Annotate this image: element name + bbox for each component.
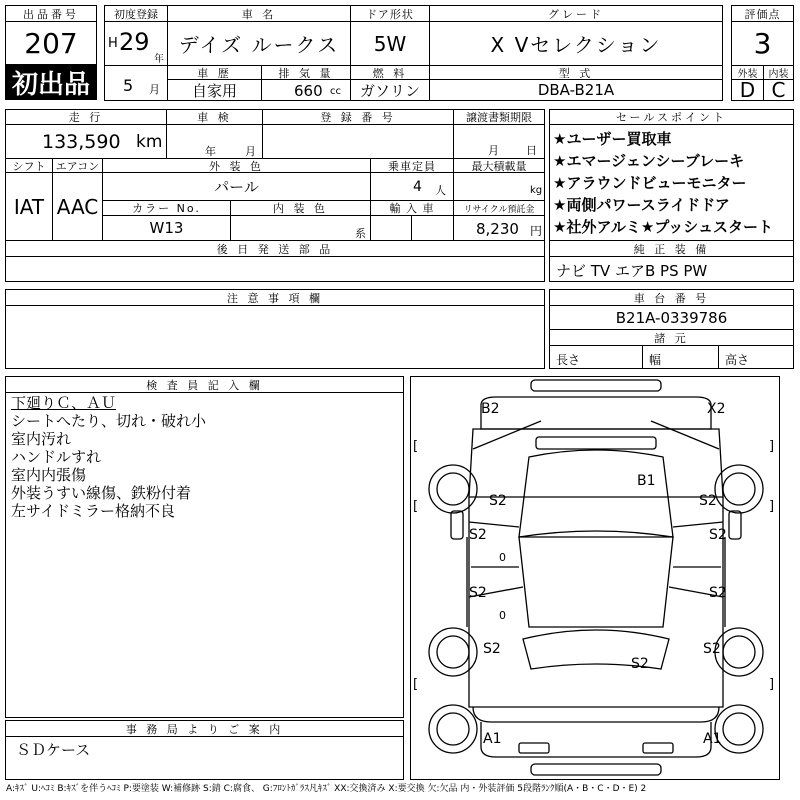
bracket-left: [: [413, 439, 419, 454]
length-cell: [549, 345, 643, 369]
damage-mark-s2-lower-right: S2: [703, 641, 721, 657]
model-name-value: デイズ ルークス: [167, 21, 351, 66]
recycle-fee-label: リサイクル預託金: [453, 200, 545, 216]
sales-points-list: [549, 124, 794, 241]
damage-mark-x2: X2: [707, 401, 726, 417]
width-cell: [642, 345, 719, 369]
fuel-value: ガソリン: [350, 79, 430, 101]
sales-point-item: ★両側パワースライドドア: [553, 196, 730, 214]
year-unit: 年: [154, 54, 164, 65]
lot-number-label: 出品番号: [5, 5, 97, 22]
recycle-fee-value: 8,230: [476, 220, 519, 238]
plate-number-label: 登 録 番 号: [262, 109, 454, 125]
interior-grade-value: C: [763, 79, 794, 101]
lot-number-value: 207: [5, 21, 97, 65]
inspector-note-line: 左サイドミラー格納不良: [11, 502, 175, 520]
import-box-left: [370, 215, 412, 241]
bracket-right: ]: [769, 677, 775, 692]
damage-mark-s2-lower-left: S2: [483, 641, 501, 657]
mileage-unit: km: [136, 132, 163, 152]
zero-mark: 0: [499, 551, 506, 564]
score-value: 3: [731, 21, 794, 66]
exterior-color-value: パール: [102, 172, 371, 201]
chassis-number-label: 車 台 番 号: [549, 289, 794, 306]
inspector-note-line: 外装うすい線傷、鉄粉付着: [11, 484, 192, 502]
later-parts-value: [5, 256, 545, 282]
first-listing-badge: 初出品: [5, 64, 97, 100]
transfer-month-unit: 月: [488, 144, 499, 157]
grade-label: グレード: [429, 5, 723, 22]
transfer-deadline-label: 譲渡書類期限: [453, 109, 545, 125]
damage-mark-s2-front-left: S2: [489, 493, 507, 509]
interior-color-label: 内 装 色: [230, 200, 371, 216]
caution-label: 注 意 事 項 欄: [5, 289, 545, 306]
inspector-note-line: 室内汚れ: [11, 430, 72, 448]
inspection-cell: [166, 124, 263, 159]
displacement-value: 660: [294, 82, 323, 100]
score-label: 評価点: [731, 5, 794, 22]
sales-point-item: ★アラウンドビューモニター: [553, 174, 747, 192]
vehicle-damage-diagram: [410, 376, 780, 780]
inspection-year-unit: 年: [205, 145, 216, 158]
registration-year-cell: [104, 21, 168, 66]
bracket-left: [: [413, 677, 419, 692]
damage-mark-s2-mid-left: S2: [469, 527, 487, 543]
damage-mark-s2-rear-right: S2: [709, 585, 727, 601]
seating-value: 4: [413, 179, 422, 195]
transfer-day-unit: 日: [526, 144, 537, 157]
color-number-label: カラー No.: [102, 200, 231, 216]
office-notes-label: 事 務 局 よ り ご 案 内: [5, 720, 404, 737]
bracket-left: [: [413, 499, 419, 514]
damage-mark-b2: B2: [481, 401, 500, 417]
specs-label: 諸 元: [549, 329, 794, 346]
import-label: 輸 入 車: [370, 200, 454, 216]
damage-mark-a1-right: A1: [703, 731, 722, 747]
sales-point-item: ★エマージェンシーブレーキ: [553, 152, 745, 170]
shift-value: IAT: [5, 172, 53, 241]
seating-label: 乗車定員: [370, 158, 454, 173]
month-unit: 月: [149, 83, 160, 96]
color-number-value: W13: [102, 215, 231, 241]
model-name-label: 車 名: [167, 5, 351, 22]
door-type-value: 5W: [350, 21, 430, 66]
length-label: 長さ: [556, 353, 581, 367]
car-outline-drawing: [411, 377, 781, 781]
recycle-fee-cell: [453, 215, 545, 241]
exterior-color-label: 外 装 色: [102, 158, 371, 173]
inspector-note-line: 下廻りＣ、ＡＵ: [11, 394, 117, 412]
height-label: 高さ: [725, 353, 750, 367]
plate-number-value: [262, 124, 454, 159]
transfer-deadline-cell: [453, 124, 545, 159]
chassis-number-value: B21A-0339786: [549, 305, 794, 330]
grade-value: X Vセレクション: [429, 21, 723, 66]
height-cell: [718, 345, 794, 369]
sales-point-item: ★社外アルミ★プッシュスタート: [553, 218, 773, 236]
bracket-right: ]: [769, 499, 775, 514]
interior-color-cell: [230, 215, 371, 241]
recycle-fee-unit: 円: [530, 224, 543, 238]
equipment-value: ナビ TV エアB PS PW: [549, 256, 794, 282]
width-label: 幅: [649, 353, 662, 367]
displacement-unit: cc: [330, 86, 341, 97]
type-label: 型 式: [429, 65, 723, 80]
damage-mark-a1-left: A1: [483, 731, 502, 747]
aircon-value: AAC: [52, 172, 103, 241]
registration-year: 29: [119, 28, 150, 56]
era-letter: H: [108, 36, 118, 51]
exterior-grade-value: D: [731, 79, 764, 101]
bracket-right: ]: [769, 439, 775, 454]
later-parts-label: 後 日 発 送 部 品: [5, 240, 545, 257]
exterior-grade-label: 外装: [731, 65, 764, 80]
damage-mark-s2-rear: S2: [631, 656, 649, 672]
registration-month-cell: [104, 65, 168, 101]
displacement-label: 排 気 量: [261, 65, 351, 80]
inspection-label: 車 検: [166, 109, 263, 125]
mileage-value: 133,590: [42, 131, 121, 153]
inspector-note-line: 室内内張傷: [11, 466, 87, 484]
aircon-label: エアコン: [52, 158, 103, 173]
door-type-label: ドア形状: [350, 5, 430, 22]
sales-points-label: セールスポイント: [549, 109, 794, 125]
inspector-note-line: ハンドルすれ: [11, 448, 102, 466]
caution-value: [5, 305, 545, 369]
damage-legend: A:ｷｽﾞ U:ﾍｺﾐ B:ｷｽﾞを伴うﾍｺﾐ P:要塗装 W:補修跡 S:錆 C:腐食、 G:ﾌﾛﾝﾄｶﾞﾗｽ凡ｷｽﾞ XX:交換済み X:要交換 欠:欠品 内・外装評価 5段階ﾗﾝｸ順(A・B・C・D・E) 2: [6, 784, 647, 794]
damage-mark-s2-rear-left: S2: [469, 585, 487, 601]
inspection-month-unit: 月: [245, 145, 256, 158]
max-load-label: 最大積載量: [453, 158, 545, 173]
mileage-label: 走 行: [5, 109, 167, 125]
interior-grade-label: 内装: [763, 65, 794, 80]
fuel-label: 燃 料: [350, 65, 430, 80]
first-registration-label: 初度登録: [104, 5, 168, 22]
inspector-note-line: シートへたり、切れ・破れ小: [11, 412, 207, 430]
mileage-cell: [5, 124, 167, 159]
equipment-label: 純 正 装 備: [549, 240, 794, 257]
shift-label: シフト: [5, 158, 53, 173]
displacement-cell: [261, 79, 351, 101]
interior-color-unit: 系: [355, 227, 366, 240]
inspector-notes: [5, 392, 404, 718]
damage-mark-s2-mid-right: S2: [709, 527, 727, 543]
max-load-cell: [453, 172, 545, 201]
inspector-notes-label: 検 査 員 記 入 欄: [5, 376, 404, 393]
office-notes-value: ＳＤケース: [5, 736, 404, 780]
sales-point-item: ★ユーザー買取車: [553, 130, 672, 148]
damage-mark-s2-front-right: S2: [699, 493, 717, 509]
seating-cell: [370, 172, 454, 201]
type-value: DBA-B21A: [429, 79, 723, 101]
max-load-unit: kg: [530, 185, 543, 196]
history-label: 車 歴: [167, 65, 262, 80]
history-value: 自家用: [167, 79, 262, 101]
seating-unit: 人: [435, 184, 446, 197]
import-box-right: [411, 215, 454, 241]
damage-mark-b1: B1: [637, 473, 656, 489]
zero-mark: 0: [499, 609, 506, 622]
registration-month: 5: [123, 76, 134, 95]
